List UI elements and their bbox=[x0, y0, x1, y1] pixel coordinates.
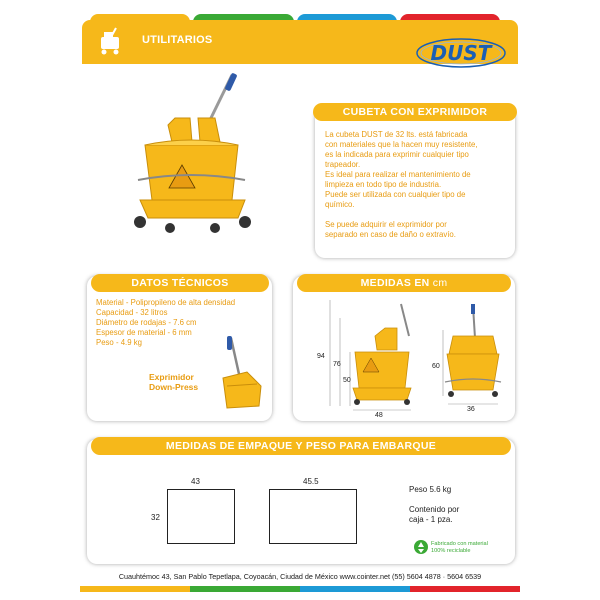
text-line: es la indicada para exprimir cualquier tipo bbox=[325, 150, 469, 159]
box1-height-label: 32 bbox=[151, 513, 160, 522]
product-title: CUBETA CON EXPRIMIDOR bbox=[313, 103, 517, 121]
text-line: trapeador. bbox=[325, 160, 361, 169]
mop-bucket-icon bbox=[94, 24, 128, 58]
dim-76: 76 bbox=[333, 361, 341, 368]
product-description-panel bbox=[315, 108, 515, 258]
shipping-weight: Peso 5.6 kg bbox=[409, 485, 452, 494]
dim-36: 36 bbox=[467, 406, 475, 413]
footer-color-bar bbox=[80, 586, 520, 592]
box2-outline bbox=[269, 489, 357, 544]
wringer-image bbox=[217, 334, 267, 414]
dimensions-title: MEDIDAS EN cm bbox=[297, 274, 511, 292]
text-line: limpieza en todo tipo de industria. bbox=[325, 180, 442, 189]
technical-data-panel bbox=[87, 276, 272, 421]
text-line bbox=[325, 210, 510, 220]
dim-50: 50 bbox=[343, 377, 351, 384]
text-line: con materiales que la hacen muy resistente, bbox=[325, 140, 478, 149]
box-contents: Contenido por caja - 1 pza. bbox=[409, 505, 460, 524]
dimensions-panel bbox=[293, 276, 515, 421]
text-line: Es ideal para realizar el mantenimiento de bbox=[325, 170, 471, 179]
text-line: Se puede adquirir el exprimidor por bbox=[325, 220, 447, 229]
text-line: Material - Polipropileno de alta densidad bbox=[96, 298, 236, 307]
box1-outline bbox=[167, 489, 235, 544]
text-line: Espesor de material - 6 mm bbox=[96, 328, 192, 337]
box2-width-label: 45.5 bbox=[303, 477, 319, 486]
dimensions-diagram bbox=[293, 296, 515, 418]
text-line: separado en caso de daño o extravío. bbox=[325, 230, 456, 239]
dim-60: 60 bbox=[432, 363, 440, 370]
wringer-label: Exprimidor Down-Press bbox=[149, 372, 199, 392]
dust-logo bbox=[415, 36, 507, 70]
text-line: Puede ser utilizada con cualquier tipo de bbox=[325, 190, 466, 199]
text-line: Capacidad - 32 litros bbox=[96, 308, 168, 317]
text-line: químico. bbox=[325, 200, 355, 209]
dim-48: 48 bbox=[375, 412, 383, 418]
box1-width-label: 43 bbox=[191, 477, 200, 486]
recycle-note: Fabricado con material 100% reciclable bbox=[431, 541, 488, 554]
product-description bbox=[325, 130, 510, 240]
footer-contact: Cuauhtémoc 43, San Pablo Tepetlapa, Coyoacán, Ciudad de México www.cointer.net (55) 5604 4878 · 5604 6539 bbox=[118, 572, 482, 581]
text-line: Diámetro de rodajas - 7.6 cm bbox=[96, 318, 197, 327]
logo-text: DUST bbox=[430, 41, 492, 65]
recycle-icon bbox=[413, 539, 429, 555]
section-title: UTILITARIOS bbox=[142, 34, 213, 46]
text-line: La cubeta DUST de 32 lts. está fabricada bbox=[325, 130, 468, 139]
technical-data-title: DATOS TÉCNICOS bbox=[91, 274, 269, 292]
dim-94: 94 bbox=[317, 353, 325, 360]
packaging-title: MEDIDAS DE EMPAQUE Y PESO PARA EMBARQUE bbox=[91, 437, 511, 455]
product-image-bucket bbox=[120, 70, 270, 265]
packaging-panel bbox=[87, 439, 515, 564]
text-line: Peso - 4.9 kg bbox=[96, 338, 142, 347]
